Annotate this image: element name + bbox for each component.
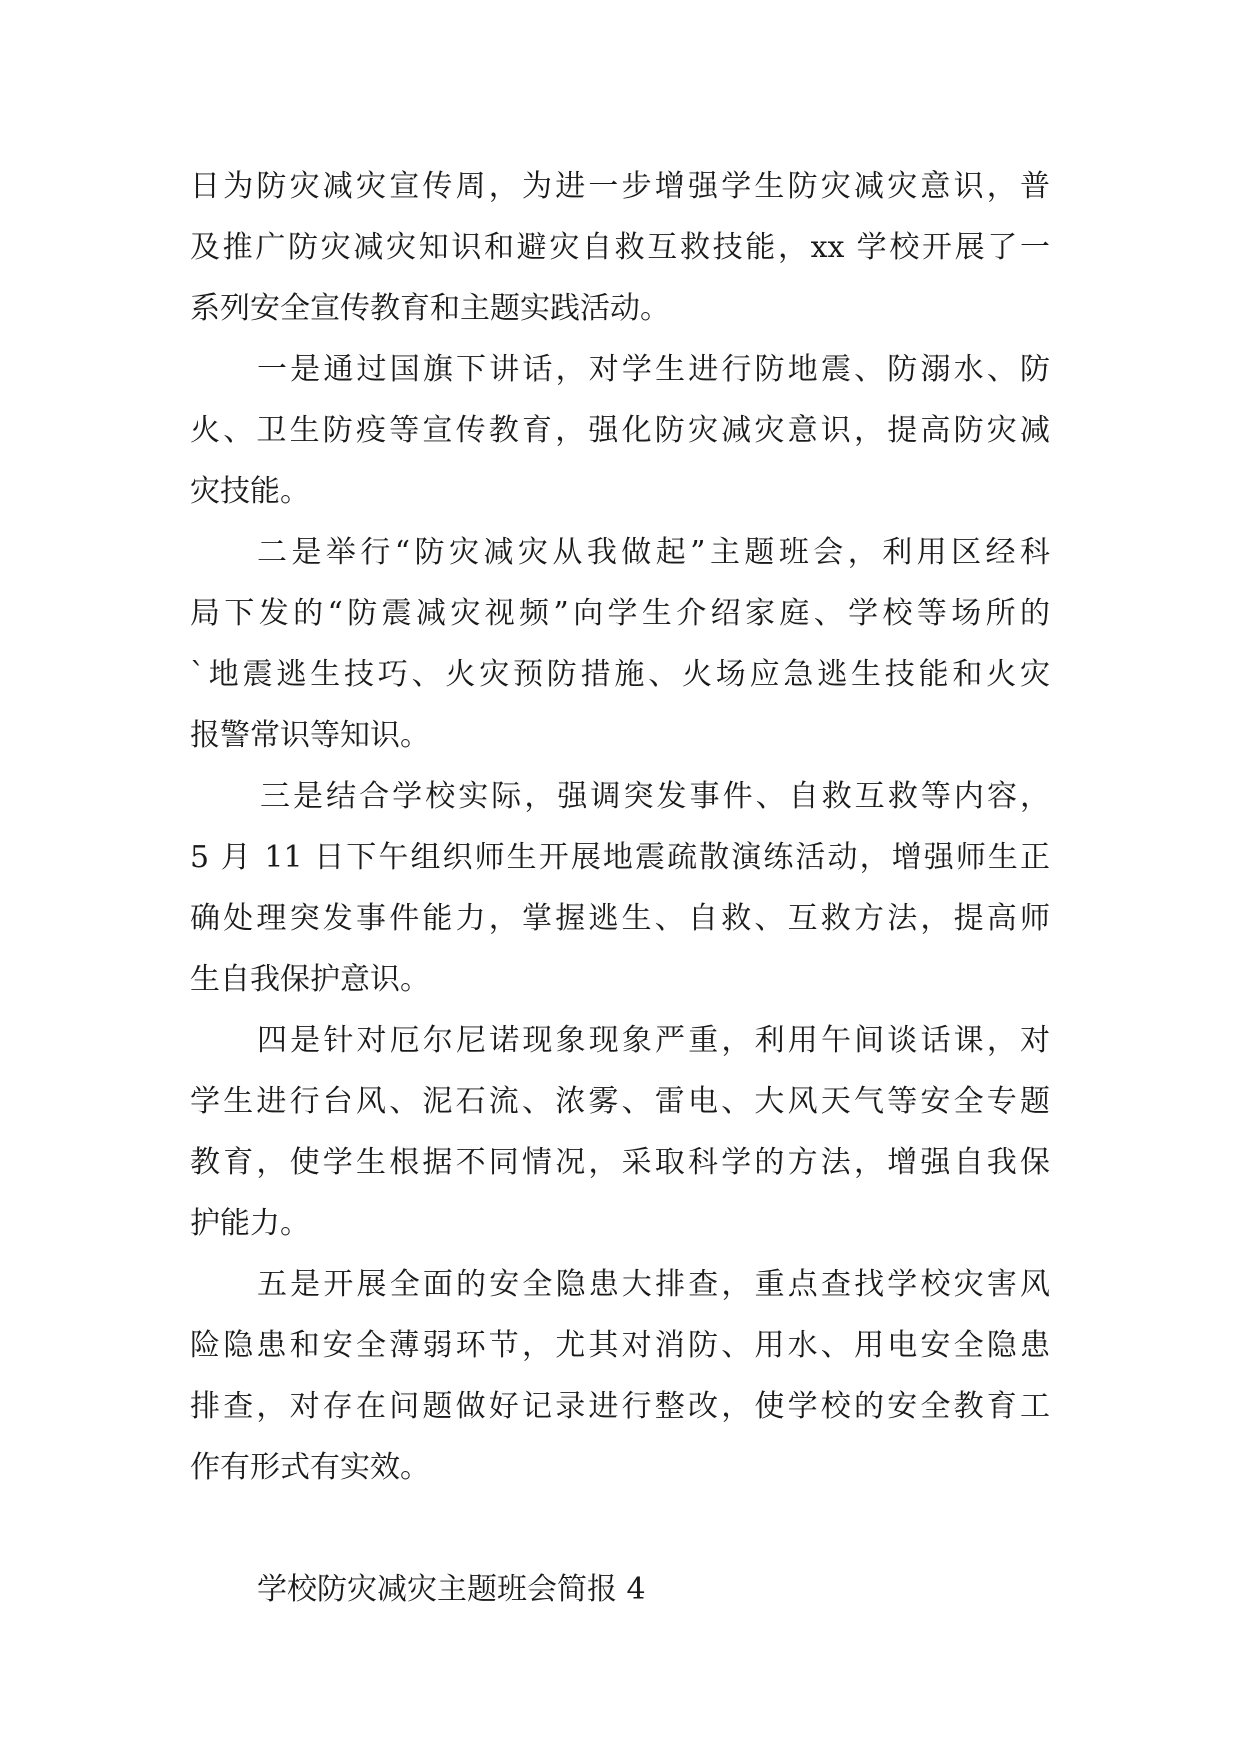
body-line: 作有形式有实效。 <box>190 1450 430 1485</box>
body-line: 火、卫生防疫等宣传教育，强化防灾减灾意识，提高防灾减 <box>190 413 1050 448</box>
body-line: 学生进行台风、泥石流、浓雾、雷电、大风天气等安全专题 <box>190 1084 1050 1119</box>
body-line: 四是针对厄尔尼诺现象现象严重，利用午间谈话课，对 <box>257 1023 1050 1058</box>
body-line: 五是开展全面的安全隐患大排查，重点查找学校灾害风 <box>257 1267 1050 1302</box>
body-line: 5 月 11 日下午组织师生开展地震疏散演练活动，增强师生正 <box>190 840 1050 875</box>
section-title: 学校防灾减灾主题班会简报 4 <box>257 1572 646 1607</box>
body-line: 日为防灾减灾宣传周，为进一步增强学生防灾减灾意识，普 <box>190 169 1050 204</box>
body-line: 确处理突发事件能力，掌握逃生、自救、互救方法，提高师 <box>190 901 1050 936</box>
body-line: 护能力。 <box>190 1206 310 1241</box>
body-line: 生自我保护意识。 <box>190 962 430 997</box>
body-line: 局下发的“防震减灾视频”向学生介绍家庭、学校等场所的 <box>190 596 1050 631</box>
body-line: 报警常识等知识。 <box>190 718 430 753</box>
body-line: 教育，使学生根据不同情况，采取科学的方法，增强自我保 <box>190 1145 1050 1180</box>
body-line: 三是结合学校实际，强调突发事件、自救互救等内容， <box>260 779 1050 814</box>
body-line: `地震逃生技巧、火灾预防措施、火场应急逃生技能和火灾 <box>190 657 1050 692</box>
body-line: 排查，对存在问题做好记录进行整改，使学校的安全教育工 <box>190 1389 1050 1424</box>
body-line: 二是举行“防灾减灾从我做起”主题班会，利用区经科 <box>257 535 1050 570</box>
body-line: 险隐患和安全薄弱环节，尤其对消防、用水、用电安全隐患 <box>190 1328 1050 1363</box>
body-line: 一是通过国旗下讲话，对学生进行防地震、防溺水、防 <box>257 352 1050 387</box>
body-line: 及推广防灾减灾知识和避灾自救互救技能，xx 学校开展了一 <box>190 230 1050 265</box>
body-line: 灾技能。 <box>190 474 310 509</box>
body-line: 系列安全宣传教育和主题实践活动。 <box>190 291 670 326</box>
